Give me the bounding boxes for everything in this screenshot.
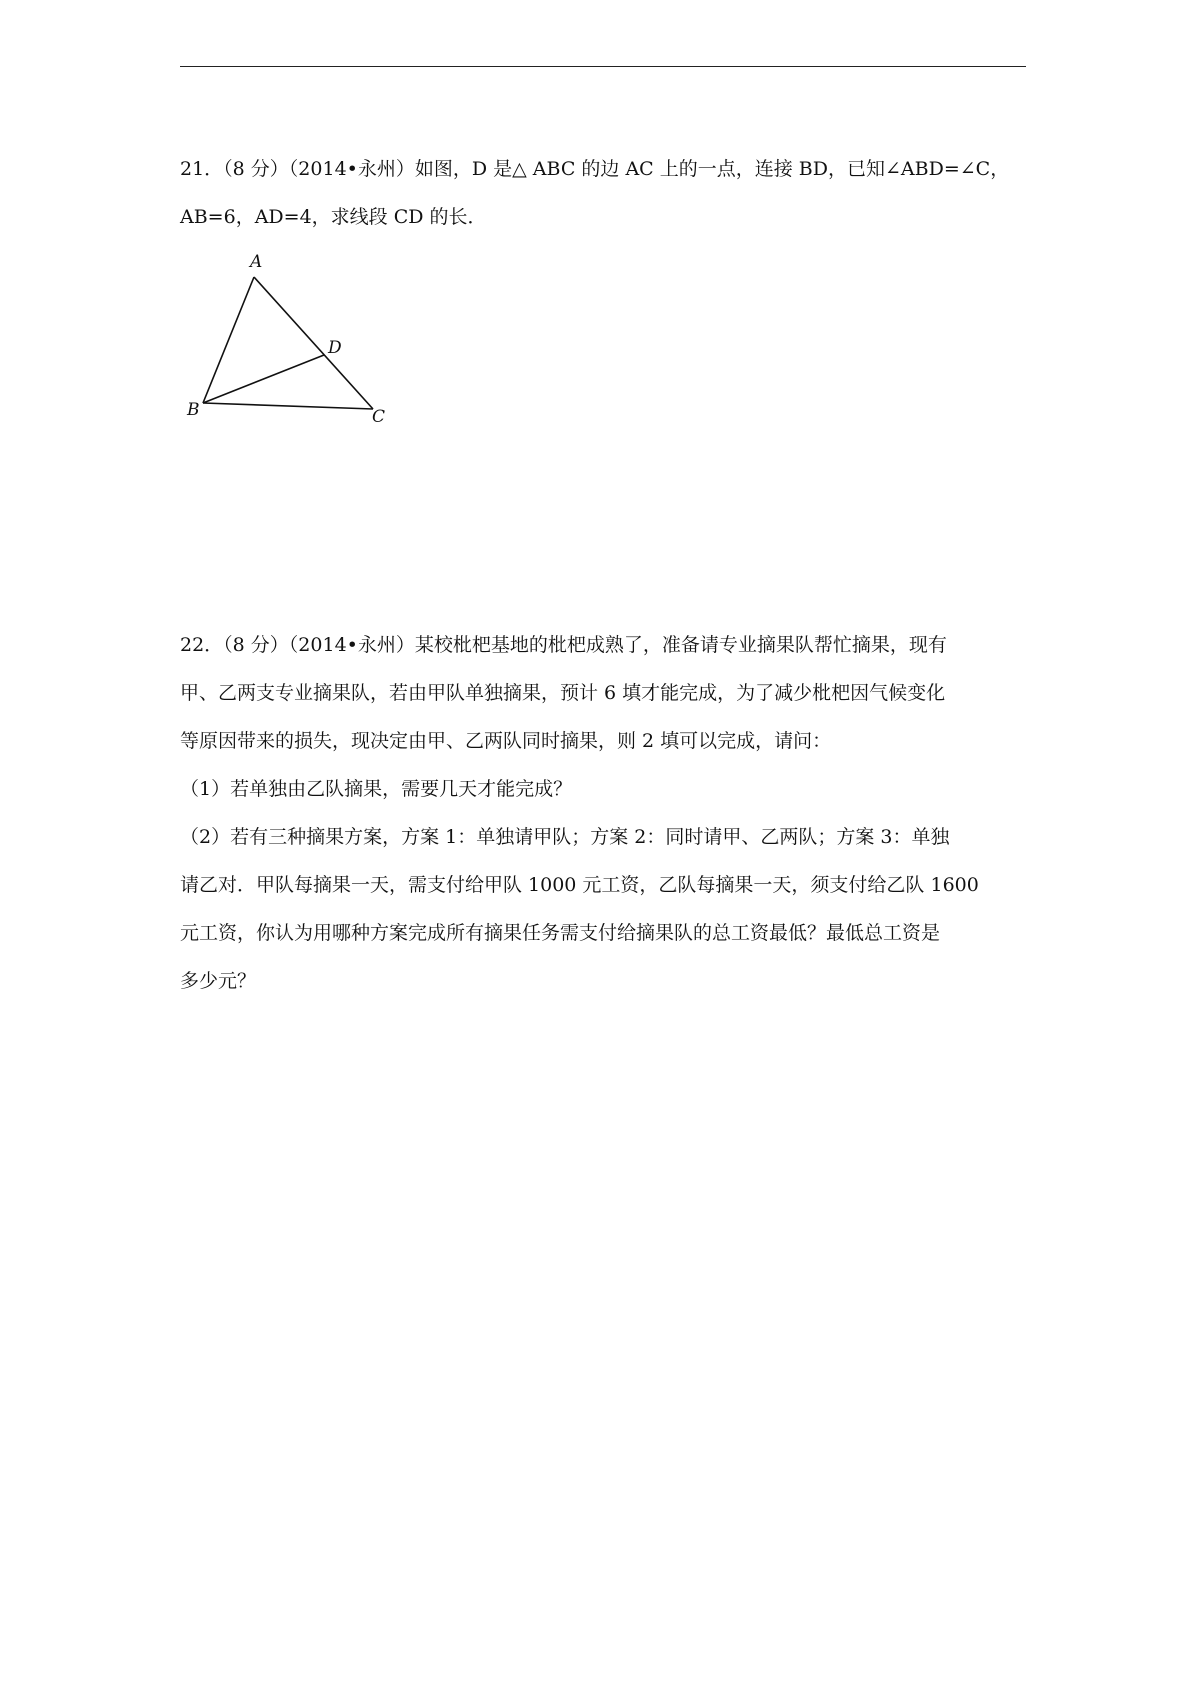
question-21-line-1: 21．（8 分）（2014•永州）如图，D 是△ ABC 的边 AC 上的一点，连接 BD，已知∠ABD=∠C， xyxy=(180,158,1010,180)
segment-bc xyxy=(203,403,373,409)
question-22-line-8: 多少元？ xyxy=(180,970,257,992)
question-21 xyxy=(180,145,1026,241)
header-rule xyxy=(180,66,1026,67)
question-22-line-7: 元工资，你认为用哪种方案完成所有摘果任务需支付给摘果队的总工资最低？最低总工资是 xyxy=(180,922,941,944)
vertex-label-a: A xyxy=(250,252,263,272)
question-21-line-2: AB=6，AD=4，求线段 CD 的长． xyxy=(180,206,487,228)
question-22-line-5: （2）若有三种摘果方案，方案 1：单独请甲队；方案 2：同时请甲、乙两队；方案 3：单独 xyxy=(180,826,950,848)
vertex-label-d: D xyxy=(328,338,342,358)
question-22 xyxy=(180,621,1026,1005)
vertex-label-c: C xyxy=(372,407,386,424)
question-22-line-6: 请乙对．甲队每摘果一天，需支付给甲队 1000 元工资，乙队每摘果一天，须支付给乙队 1600 xyxy=(180,874,979,896)
vertex-label-b: B xyxy=(187,400,200,420)
segment-ac xyxy=(254,277,373,409)
segment-ab xyxy=(203,277,254,403)
triangle-figure xyxy=(180,252,390,424)
question-22-line-4: （1）若单独由乙队摘果，需要几天才能完成？ xyxy=(180,778,573,800)
question-22-line-2: 甲、乙两支专业摘果队，若由甲队单独摘果，预计 6 填才能完成，为了减少枇杷因气候变化 xyxy=(180,682,946,704)
question-22-line-1: 22．（8 分）（2014•永州）某校枇杷基地的枇杷成熟了，准备请专业摘果队帮忙摘果，现有 xyxy=(180,634,947,656)
segment-bd xyxy=(203,355,324,403)
question-22-line-3: 等原因带来的损失，现决定由甲、乙两队同时摘果，则 2 填可以完成，请问： xyxy=(180,730,832,752)
